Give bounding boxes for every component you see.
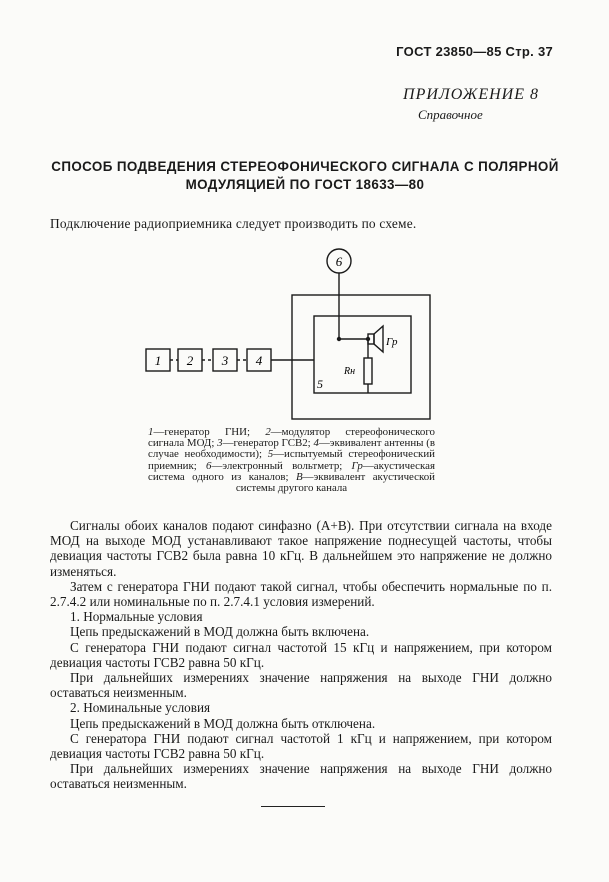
title-line-1: СПОСОБ ПОДВЕДЕНИЯ СТЕРЕОФОНИЧЕСКОГО СИГНАЛА С ПОЛЯРНОЙ xyxy=(51,159,559,174)
page-header: ГОСТ 23850—85 Стр. 37 xyxy=(396,44,553,59)
legend-text-8: —эквивалент акустической системы другого канала xyxy=(235,470,435,495)
paragraph-5: С генератора ГНИ подают сигнал частотой 15 кГц и напряжением, при котором девиация частоты ГСВ2 равна 50 кГц. xyxy=(50,639,552,670)
receiver-label: 5 xyxy=(317,377,323,391)
legend-key-7: Гр xyxy=(351,459,363,472)
legend-key-5: 5 xyxy=(267,448,274,461)
title-line-2: МОДУЛЯЦИЕЙ ПО ГОСТ 18633—80 xyxy=(185,177,425,192)
shield-frame xyxy=(292,295,430,419)
diagram-caption xyxy=(148,427,435,494)
legend-text-5: —испытуемый стереофонический приемник; xyxy=(148,448,435,472)
legend-text-6: —электронный вольтметр; xyxy=(211,459,352,472)
legend-key-3: 3 xyxy=(217,437,223,450)
paragraph-8: Цепь предыскажений в МОД должна быть отключена. xyxy=(70,715,376,731)
paragraph-1: Сигналы обоих каналов подают синфазно (A+B). При отсутствии сигнала на входе МОД на выходе МОД устанавливают такое напряжение поднесущей частоты, чтобы девиация частоты ГСВ2 была равна 10 кГц. В дальнейшем это напряжение не должно изменяться. xyxy=(50,518,552,579)
legend-key-4: 4 xyxy=(313,437,319,450)
paragraph-9: С генератора ГНИ подают сигнал частотой 1 кГц и напряжением, при котором девиация частоты ГСВ2 равна 50 кГц. xyxy=(50,730,552,762)
paragraph-7: 2. Номинальные условия xyxy=(70,700,211,716)
receiver-block xyxy=(314,316,411,393)
block-1-label: 1 xyxy=(154,353,162,368)
paragraph-6: При дальнейших измерениях значение напряжения на выходе ГНИ должно оставаться неизменным. xyxy=(50,670,552,701)
end-rule xyxy=(261,806,325,807)
load-label: Rн xyxy=(344,366,356,377)
paragraph-10: При дальнейших измерениях значение напряжения на выходе ГНИ должно оставаться неизменным. xyxy=(50,761,552,792)
intro-text: Подключение радиоприемника следует производить по схеме. xyxy=(50,216,417,231)
legend-text-3: —генератор ГСВ2; xyxy=(222,437,314,450)
legend-text-4: —эквивалент антенны (в случае необходимости); xyxy=(148,437,436,461)
paragraph-4: Цепь предыскажений в МОД должна быть включена. xyxy=(70,624,370,640)
block-2-label: 2 xyxy=(186,353,194,368)
legend-text-1: —генератор ГНИ; xyxy=(153,426,266,438)
legend-key-6: 6 xyxy=(206,459,212,472)
paragraph-3: 1. Нормальные условия xyxy=(70,609,203,625)
voltmeter-label: 6 xyxy=(335,254,343,269)
paragraph-2: Затем с генератора ГНИ подают такой сигнал, чтобы обеспечить нормальные по п. 2.7.4.2 или номинальные по п. 2.7.4.1 условия измерений. xyxy=(50,578,552,610)
speaker-label: Гр xyxy=(386,336,398,348)
block-4-label: 4 xyxy=(255,353,263,368)
legend-text-2: —модулятор стереофонического сигнала МОД; xyxy=(148,426,435,450)
legend-key-8: В xyxy=(296,470,303,483)
legend-key-1: 1 xyxy=(148,426,154,438)
block-3-label: 3 xyxy=(221,353,229,368)
load-resistor xyxy=(364,358,372,384)
legend-key-2: 2 xyxy=(265,426,271,438)
appendix-title: ПРИЛОЖЕНИЕ 8 xyxy=(403,86,539,103)
body-text xyxy=(50,518,552,792)
legend-text-7: —акустическая система одного из каналов; xyxy=(148,459,435,483)
appendix-subtitle: Справочное xyxy=(418,107,483,122)
